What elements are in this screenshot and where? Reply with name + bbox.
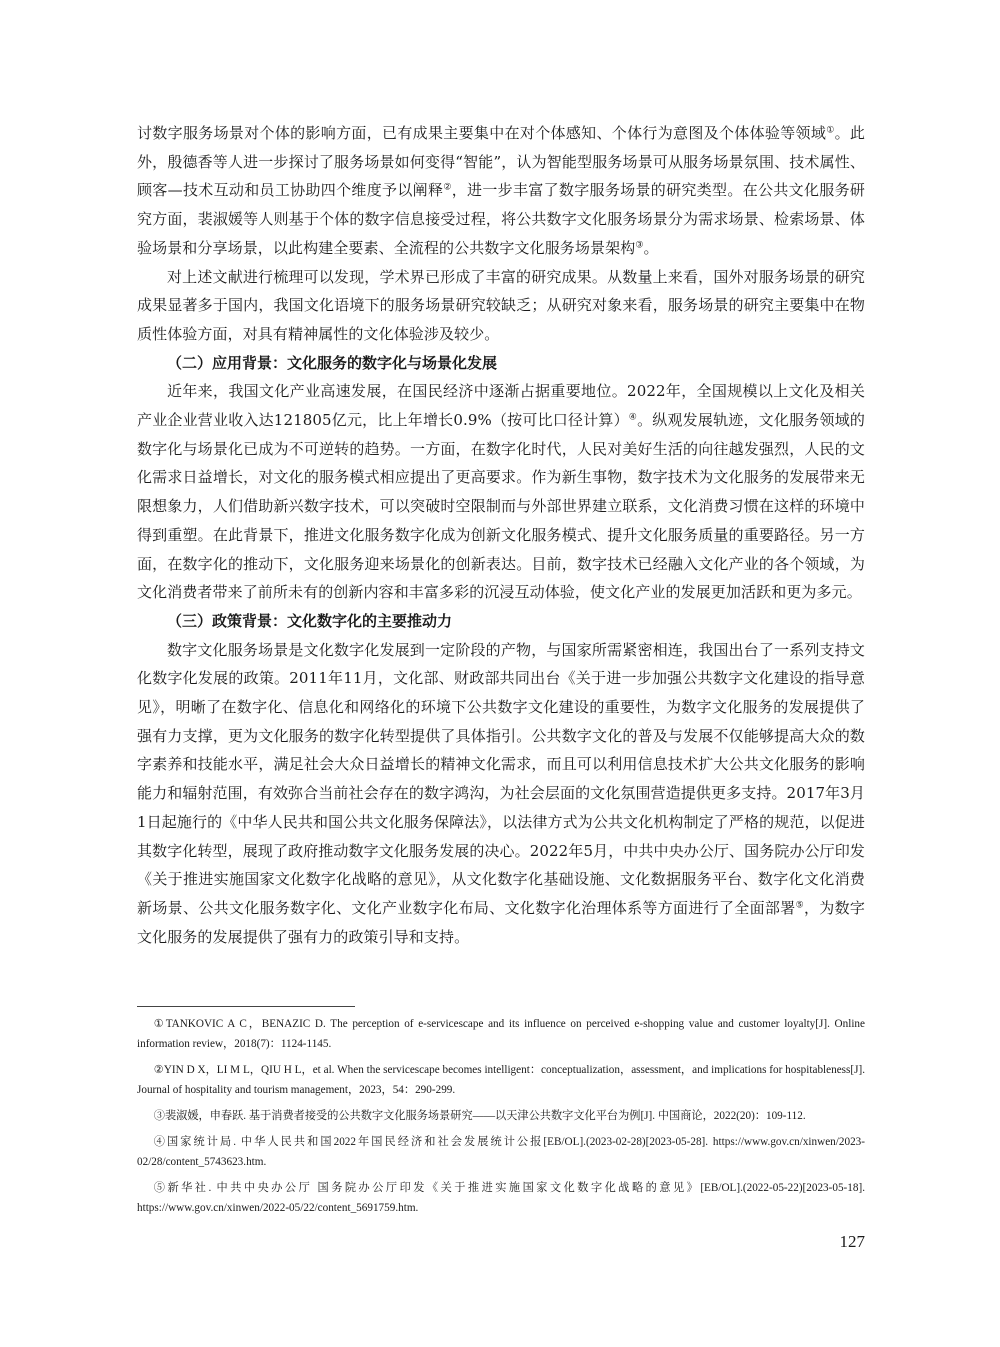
paragraph-1-text-a: 讨数字服务场景对个体的影响方面，已有成果主要集中在对个体感知、个体行为意图及个体体验等领域 <box>137 124 827 142</box>
footnote-ref-2: ② <box>443 183 452 194</box>
footnote-divider <box>137 1006 355 1007</box>
section-heading-2: （二）应用背景：文化服务的数字化与场景化发展 <box>167 353 498 372</box>
paragraph-1-text-b: 。此外，殷德香等人进一步探讨了服务场景如何变得“智能”，认为智能型服务场景可从服务场景氛围、技术属性、顾客—技术互动和员工协助四个维度予以阐释 <box>137 124 865 200</box>
section-heading-3: （三）政策背景：文化数字化的主要推动力 <box>167 611 453 630</box>
paragraph-4-text-a: 数字文化服务场景是文化数字化发展到一定阶段的产物，与国家所需紧密相连，我国出台了一系列支持文化数字化发展的政策。2011年11月，文化部、财政部共同出台《关于进一步加强公共数字文化建设的指导意见》，明晰了在数字化、信息化和网络化的环境下公共数字文化建设的重要性，为数字文化服务的发展提供了强有力支撑，更为文化服务的数字化转型提供了具体指引。公共数字文化的普及与发展不仅能够提高大众的数字素养和技能水平，满足社会大众日益增长的精神文化需求，而且可以利用信息技术扩大公共文化服务的影响能力和辐射范围，有效弥合当前社会存在的数字鸿沟，为社会层面的文化氛围营造提供更多支持。2017年3月1日起施行的《中华人民共和国公共文化服务保障法》，以法律方式为公共文化机构制定了严格的规范，以促进其数字化转型，展现了政府推动数字文化服务发展的决心。2022年5月，中共中央办公厅、国务院办公厅印发《关于推进实施国家文化数字化战略的意见》，从文化数字化基础设施、文化数据服务平台、数字化文化消费新场景、公共文化服务数字化、文化产业数字化布局、文化数字化治理体系等方面进行了全面部署 <box>137 640 865 917</box>
body-text <box>137 119 865 951</box>
paragraph-3 <box>137 377 865 607</box>
paragraph-4-text-b: ，为数字文化服务的发展提供了强有力的政策引导和支持。 <box>137 898 865 946</box>
footnote-4: ④国家统计局. 中华人民共和国2022年国民经济和社会发展统计公报[EB/OL].(2023-02-28)[2023-05-28]. https://www.gov.cn/xinwen/2023-02/28/content_5743623.htm. <box>137 1136 865 1168</box>
footnote-ref-3: ③ <box>635 240 644 251</box>
paragraph-1-text-d: 。 <box>643 238 659 257</box>
paragraph-1 <box>137 119 865 263</box>
footnote-2: ②YIN D X，LI M L，QIU H L，et al. When the servicescape becomes intelligent：conceptualization，assessment，and implications for hospitableness[J]. Journal of hospitality and tourism management，2023，54：290-299. <box>137 1064 865 1096</box>
footnote-ref-1: ① <box>826 125 835 136</box>
footnote-1: ①TANKOVIC A C，BENAZIC D. The perception of e-servicescape and its influence on perceived e-shopping value and customer loyalty[J]. Online information review，2018(7)：1124-1145. <box>137 1018 865 1050</box>
paragraph-3-text-a: 近年来，我国文化产业高速发展，在国民经济中逐渐占据重要地位。2022年，全国规模以上文化及相关产业企业营业收入达121805亿元，比上年增长0.9%（按可比口径计算） <box>137 382 865 430</box>
paragraph-4 <box>137 636 865 952</box>
footnote-3: ③裴淑媛，申春跃. 基于消费者接受的公共数字文化服务场景研究——以天津公共数字文化平台为例[J]. 中国商论，2022(20)：109-112. <box>153 1110 806 1122</box>
paragraph-1-text-c: ，进一步丰富了数字服务场景的研究类型。在公共文化服务研究方面，裴淑媛等人则基于个体的数字信息接受过程，将公共数字文化服务场景分为需求场景、检索场景、体验场景和分享场景，以此构建全要素、全流程的公共数字文化服务场景架构 <box>137 181 865 257</box>
footnote-5: ⑤新华社. 中共中央办公厅 国务院办公厅印发《关于推进实施国家文化数字化战略的意见》[EB/OL].(2022-05-22)[2023-05-18]. https://www.gov.cn/xinwen/2022-05/22/content_5691759.htm. <box>137 1182 865 1214</box>
paragraph-3-text-b: 。纵观发展轨迹，文化服务领域的数字化与场景化已成为不可逆转的趋势。一方面，在数字化时代，人民对美好生活的向往越发强烈，人民的文化需求日益增长，对文化的服务模式相应提出了更高要求。作为新生事物，数字技术为文化服务的发展带来无限想象力，人们借助新兴数字技术，可以突破时空限制而与外部世界建立联系，文化消费习惯在这样的环境中得到重塑。在此背景下，推进文化服务数字化成为创新文化服务模式、提升文化服务质量的重要路径。另一方面，在数字化的推动下，文化服务迎来场景化的创新表达。目前，数字技术已经融入文化产业的各个领域，为文化消费者带来了前所未有的创新内容和丰富多彩的沉浸互动体验，使文化产业的发展更加活跃和更为多元。 <box>137 411 865 602</box>
footnote-ref-5: ⑤ <box>795 900 804 911</box>
page-number: 127 <box>839 1232 865 1251</box>
footnote-ref-4: ④ <box>628 412 638 423</box>
footnotes <box>137 1014 865 1224</box>
paragraph-2: 对上述文献进行梳理可以发现，学术界已形成了丰富的研究成果。从数量上来看，国外对服务场景的研究成果显著多于国内，我国文化语境下的服务场景研究较缺乏；从研究对象来看，服务场景的研究主要集中在物质性体验方面，对具有精神属性的文化体验涉及较少。 <box>137 267 865 343</box>
